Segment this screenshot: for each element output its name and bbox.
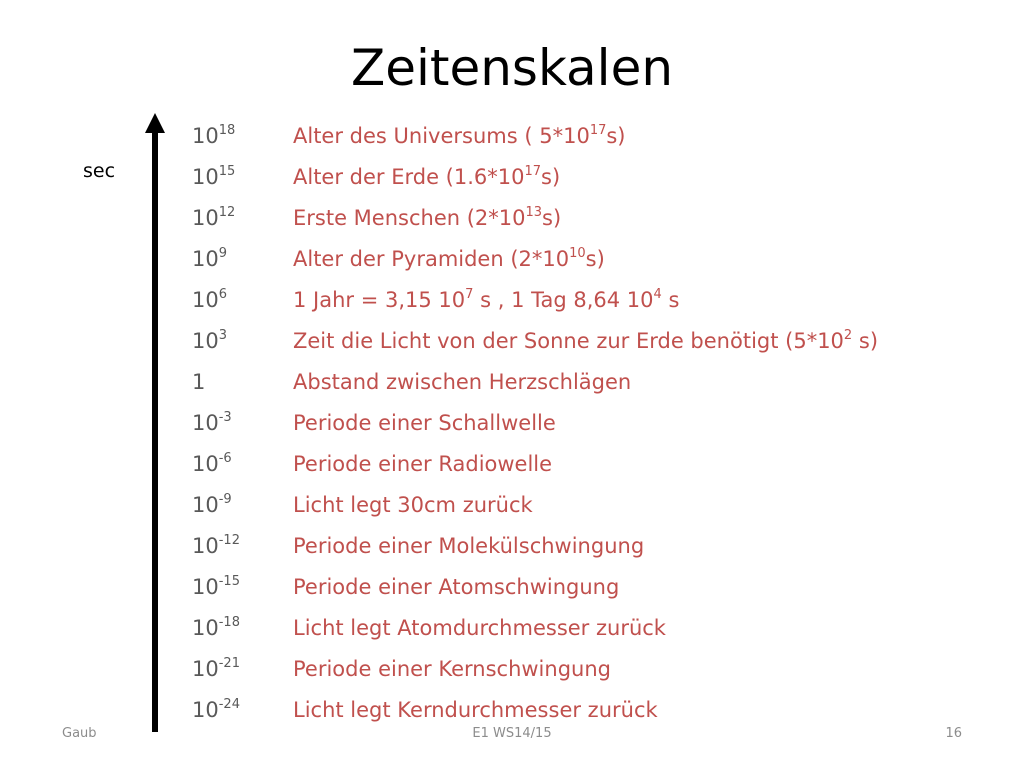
superscript-text: 15	[218, 164, 236, 179]
scale-exponent	[192, 323, 227, 359]
superscript-text: -12	[218, 533, 240, 548]
text-segment: 10	[192, 616, 219, 640]
superscript-text: 13	[525, 205, 543, 220]
scale-description	[293, 405, 556, 441]
text-segment: s)	[542, 206, 562, 230]
text-segment: 10	[192, 329, 219, 353]
text-segment: s)	[852, 329, 879, 353]
text-segment: Alter der Pyramiden (2*10	[293, 247, 570, 271]
text-segment: s	[661, 288, 680, 312]
superscript-text: 2	[843, 328, 853, 343]
superscript-text: 6	[218, 287, 228, 302]
text-segment: Periode einer Atomschwingung	[293, 575, 620, 599]
text-segment: Periode einer Kernschwingung	[293, 657, 611, 681]
slide-title: Zeitenskalen	[350, 39, 674, 97]
superscript-text: -15	[218, 574, 240, 589]
scale-description	[293, 118, 626, 154]
text-segment: s)	[606, 124, 626, 148]
arrow-head	[145, 113, 165, 133]
scale-description	[293, 200, 561, 236]
text-segment: 10	[192, 452, 219, 476]
text-segment: Erste Menschen (2*10	[293, 206, 526, 230]
text-segment: Zeit die Licht von der Sonne zur Erde benötigt (5*10	[293, 329, 844, 353]
text-segment: Periode einer Radiowelle	[293, 452, 553, 476]
superscript-text: 7	[465, 287, 474, 302]
scale-description	[293, 241, 605, 277]
text-segment: 10	[192, 411, 219, 435]
scale-description	[293, 282, 679, 318]
superscript-text: 4	[653, 287, 662, 302]
text-segment: 10	[192, 698, 219, 722]
text-segment: Alter des Universums ( 5*10	[293, 124, 590, 148]
scale-exponent	[192, 651, 240, 687]
text-segment: s)	[585, 247, 605, 271]
superscript-text: -6	[218, 451, 232, 466]
text-segment: Licht legt Atomdurchmesser zurück	[293, 616, 666, 640]
text-segment: s)	[541, 165, 561, 189]
text-segment: Licht legt Kerndurchmesser zurück	[293, 698, 658, 722]
scale-exponent	[192, 241, 227, 277]
superscript-text: -21	[218, 656, 240, 671]
scale-exponent	[192, 159, 235, 195]
footer-author: Gaub	[62, 726, 97, 741]
scale-exponent	[192, 487, 232, 523]
text-segment: 10	[192, 124, 219, 148]
superscript-text: 18	[218, 123, 236, 138]
superscript-text: 17	[524, 164, 542, 179]
scale-description	[293, 323, 878, 359]
scale-description	[293, 446, 552, 482]
text-segment: 1	[192, 370, 206, 394]
superscript-text: -18	[218, 615, 240, 630]
superscript-text: -9	[218, 492, 232, 507]
scale-exponent	[192, 282, 227, 318]
text-segment: s , 1 Tag 8,64 10	[473, 288, 654, 312]
scale-description	[293, 651, 611, 687]
scale-exponent	[192, 446, 232, 482]
scale-exponent	[192, 610, 240, 646]
scale-description	[293, 528, 644, 564]
text-segment: 10	[192, 575, 219, 599]
scale-exponent	[192, 364, 205, 400]
scale-description	[293, 159, 560, 195]
scale-exponent	[192, 692, 240, 728]
superscript-text: 12	[218, 205, 236, 220]
scale-exponent	[192, 200, 235, 236]
time-axis-label: sec	[83, 160, 116, 182]
scale-description	[293, 569, 619, 605]
text-segment: 10	[192, 534, 219, 558]
text-segment: 10	[192, 206, 219, 230]
footer-course: E1 WS14/15	[472, 726, 552, 741]
footer-page-number: 16	[945, 726, 962, 741]
scale-exponent	[192, 405, 232, 441]
scale-exponent	[192, 118, 235, 154]
text-segment: 10	[192, 657, 219, 681]
scale-description	[293, 364, 631, 400]
text-segment: Periode einer Molekülschwingung	[293, 534, 645, 558]
scale-description	[293, 487, 533, 523]
text-segment: 10	[192, 493, 219, 517]
scale-exponent	[192, 569, 240, 605]
text-segment: 10	[192, 247, 219, 271]
text-segment: 10	[192, 165, 219, 189]
superscript-text: 3	[218, 328, 228, 343]
superscript-text: -24	[218, 697, 240, 712]
superscript-text: 17	[589, 123, 607, 138]
superscript-text: 10	[569, 246, 586, 261]
text-segment: Abstand zwischen Herzschlägen	[293, 370, 632, 394]
superscript-text: 9	[218, 246, 228, 261]
scale-exponent	[192, 528, 240, 564]
text-segment: 10	[192, 288, 219, 312]
text-segment: Alter der Erde (1.6*10	[293, 165, 525, 189]
text-segment: 1 Jahr = 3,15 10	[293, 288, 466, 312]
scale-description	[293, 610, 666, 646]
superscript-text: -3	[218, 410, 232, 425]
scale-description	[293, 692, 658, 728]
text-segment: Periode einer Schallwelle	[293, 411, 556, 435]
text-segment: Licht legt 30cm zurück	[293, 493, 533, 517]
